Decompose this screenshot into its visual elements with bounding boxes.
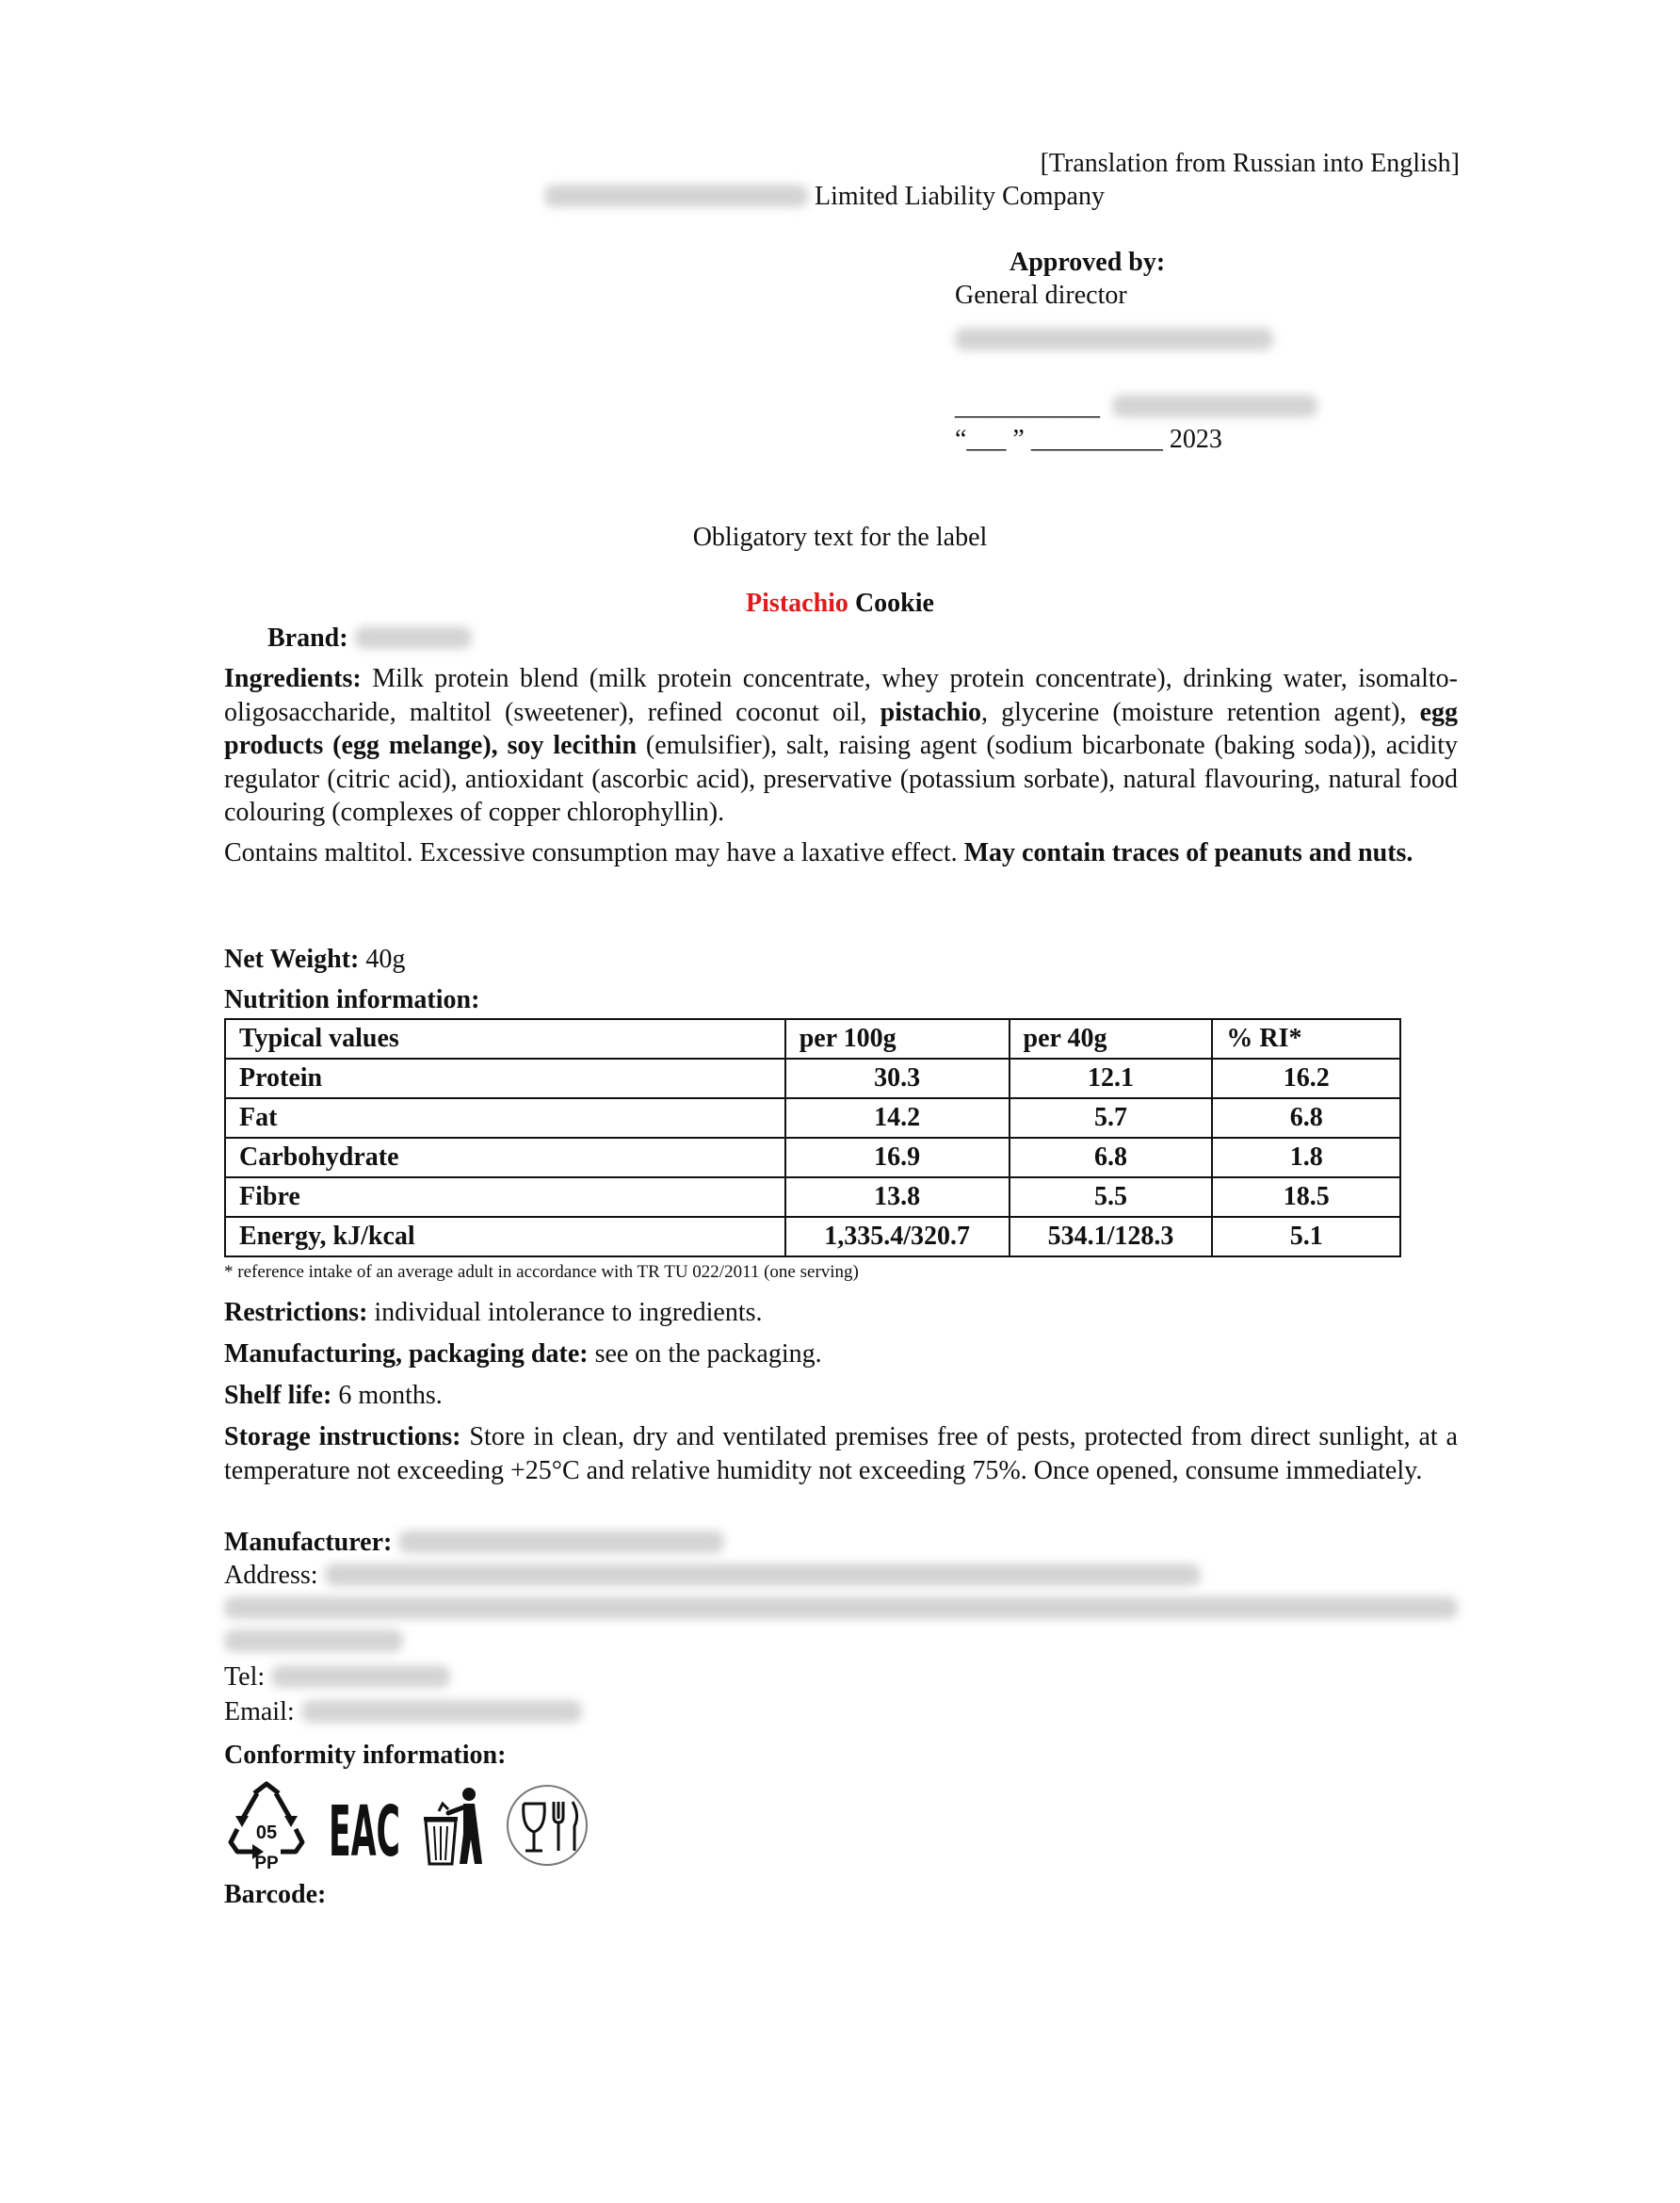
company-line xyxy=(544,180,1105,213)
row-label: Carbohydrate xyxy=(225,1138,785,1177)
table-row xyxy=(225,1217,1400,1256)
cell-value: 16.9 xyxy=(785,1138,1010,1177)
table-footnote: * reference intake of an average adult in accordance with TR TU 022/2011 (one serving) xyxy=(224,1262,859,1282)
recycle-number: 05 xyxy=(255,1822,278,1843)
col-header: per 100g xyxy=(785,1019,1010,1059)
food-contact-icon xyxy=(505,1783,590,1868)
warning-paragraph: Contains maltitol. Excessive consumption may have a laxative effect. May contain traces of peanuts and nuts. xyxy=(224,837,1413,867)
approval-date-line: “___ ” __________ 2023 xyxy=(955,425,1222,454)
approved-by-label: Approved by: xyxy=(1010,248,1166,277)
cell-value: 534.1/128.3 xyxy=(1010,1217,1213,1256)
redacted-manufacturer xyxy=(398,1531,724,1553)
nutrition-label: Nutrition information: xyxy=(224,985,480,1014)
cell-value: 30.3 xyxy=(785,1059,1010,1098)
tel-line: Tel: xyxy=(224,1660,450,1693)
eac-mark-icon xyxy=(328,1790,401,1872)
product-name-rest: Cookie xyxy=(854,589,934,618)
translation-note: [Translation from Russian into English] xyxy=(1040,149,1460,178)
manufacturing-address-line-2 xyxy=(224,1625,403,1658)
manufacturing-date: Manufacturing, packaging date: see on the packaging. xyxy=(224,1339,822,1369)
cell-value: 1,335.4/320.7 xyxy=(785,1217,1010,1256)
product-name-highlight: Pistachio xyxy=(746,589,848,618)
storage-paragraph: Storage instructions: Store in clean, dry and ventilated premises free of pests, protected from direct sunlight, at a temperature not exceeding +25°C and relative humidity not exceeding 75%. Once opened, consume immediately. xyxy=(224,1422,1458,1485)
cell-value: 6.8 xyxy=(1212,1098,1400,1138)
redacted-company-name xyxy=(544,185,808,207)
tidyman-disposal-icon xyxy=(422,1785,484,1866)
signature-line xyxy=(955,390,1317,423)
eac-text: EAC xyxy=(329,1791,400,1872)
row-label: Energy, kJ/kcal xyxy=(225,1217,785,1256)
brand-line xyxy=(267,622,472,655)
cell-value: 5.7 xyxy=(1010,1098,1213,1138)
redacted-brand xyxy=(355,626,472,649)
redacted-company-short xyxy=(955,323,1273,356)
redacted-manufacturing-address-tail xyxy=(224,1629,403,1652)
col-header: Typical values xyxy=(225,1019,785,1059)
redacted-signatory xyxy=(1112,395,1317,417)
row-label: Fibre xyxy=(225,1177,785,1217)
table-header-row xyxy=(225,1019,1400,1059)
cell-value: 16.2 xyxy=(1212,1059,1400,1098)
barcode-label: Barcode: xyxy=(224,1880,327,1909)
product-name xyxy=(0,587,1680,620)
doc-title: Obligatory text for the label xyxy=(692,523,988,552)
table-row xyxy=(225,1177,1400,1217)
shelf-life: Shelf life: 6 months. xyxy=(224,1381,443,1410)
cell-value: 18.5 xyxy=(1212,1177,1400,1217)
recycle-material: PP xyxy=(254,1854,279,1873)
ingredients-paragraph: Ingredients: Milk protein blend (milk protein concentrate, whey protein concentrate), drinking water, isomalto-oligosaccharide, maltitol (sweetener), refined coconut oil, pistachio, glycerine (moisture retention agent), egg products (egg melange), soy lecithin (emulsifier), salt, raising agent (sodium bicarbonate (baking soda)), acidity regulator (citric acid), antioxidant (ascorbic acid), preservative (potassium sorbate), natural flavouring, natural food colouring (complexes of copper chlorophyllin). xyxy=(224,664,1459,827)
cell-value: 1.8 xyxy=(1212,1138,1400,1177)
redacted-email xyxy=(301,1700,582,1723)
email-line: Email: xyxy=(224,1695,582,1728)
signature-underline: ___________ xyxy=(955,392,1100,421)
net-weight: Net Weight: 40g xyxy=(224,945,406,974)
position-label: General director xyxy=(955,281,1127,310)
manufacturer-line: Manufacturer: xyxy=(224,1526,724,1559)
conformity-label: Conformity information: xyxy=(224,1741,507,1770)
redacted-address xyxy=(325,1563,1201,1586)
conformity-icons xyxy=(226,1780,590,1871)
redacted-manufacturing-address xyxy=(224,1596,1458,1619)
cell-value: 6.8 xyxy=(1010,1138,1213,1177)
manufacturing-address-line xyxy=(224,1592,1458,1625)
nutrition-table xyxy=(224,1018,1401,1257)
row-label: Fat xyxy=(225,1098,785,1138)
cell-value: 13.8 xyxy=(785,1177,1010,1217)
recycling-pp-05-icon xyxy=(226,1780,307,1871)
address-line: Address: xyxy=(224,1559,1201,1592)
col-header: per 40g xyxy=(1010,1019,1213,1059)
ingredients-block xyxy=(224,662,1458,869)
restrictions: Restrictions: individual intolerance to ingredients. xyxy=(224,1298,763,1327)
brand-label: Brand: xyxy=(267,624,348,653)
redacted-tel xyxy=(271,1665,450,1688)
storage-block xyxy=(224,1420,1458,1487)
cell-value: 5.5 xyxy=(1010,1177,1213,1217)
cell-value: 14.2 xyxy=(785,1098,1010,1138)
table-row xyxy=(225,1059,1400,1098)
col-header: % RI* xyxy=(1212,1019,1400,1059)
cell-value: 12.1 xyxy=(1010,1059,1213,1098)
cell-value: 5.1 xyxy=(1212,1217,1400,1256)
table-row xyxy=(225,1138,1400,1177)
row-label: Protein xyxy=(225,1059,785,1098)
company-suffix: Limited Liability Company xyxy=(815,182,1105,211)
table-row xyxy=(225,1098,1400,1138)
